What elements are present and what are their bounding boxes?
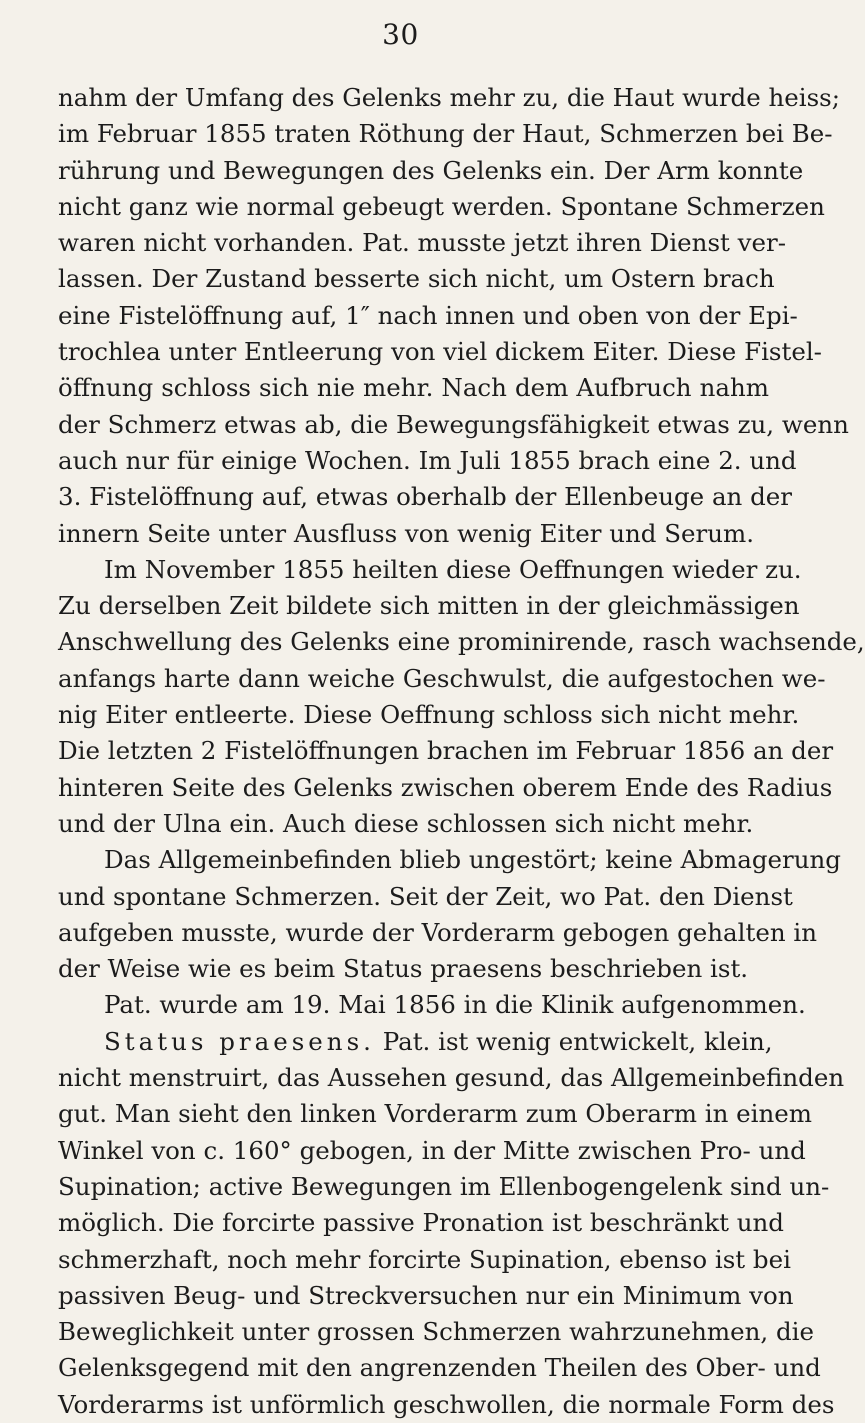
body-text [58,80,865,1423]
text-line: nahm der Umfang des Gelenks mehr zu, die Haut wurde heiss; [58,83,841,112]
text-line: und der Ulna ein. Auch diese schlossen sich nicht mehr. [58,808,754,838]
text-line: Anschwellung des Gelenks eine prominirende, rasch wachsende, [58,627,865,657]
text-line: im Februar 1855 traten Röthung der Haut, Schmerzen bei Be- [58,119,833,149]
text-line: nig Eiter entleerte. Diese Oeffnung schloss sich nicht mehr. [58,700,800,730]
text-line: waren nicht vorhanden. Pat. musste jetzt ihren Dienst ver- [58,228,786,258]
text-line: aufgeben musste, wurde der Vorderarm gebogen gehalten in [58,917,818,947]
text-line: hinteren Seite des Gelenks zwischen oberem Ende des Radius [58,772,833,802]
text-line: möglich. Die forcirte passive Pronation ist beschränkt und [58,1208,784,1238]
text-line: Die letzten 2 Fistelöffnungen brachen im Februar 1856 an der [58,736,834,766]
text-line: der Weise wie es beim Status praesens beschrieben ist. [58,954,749,984]
text-line: und spontane Schmerzen. Seit der Zeit, wo Pat. den Dienst [58,881,793,911]
text-line: passiven Beug- und Streckversuchen nur ein Minimum von [58,1280,794,1310]
text-line: auch nur für einige Wochen. Im Juli 1855 brach eine 2. und [58,445,797,475]
text-line: lassen. Der Zustand besserte sich nicht, um Ostern brach [58,264,775,294]
text-line: 3. Fistelöffnung auf, etwas oberhalb der Ellenbeuge an der [58,482,793,512]
text-line: trochlea unter Entleerung von viel dickem Eiter. Diese Fistel- [58,337,822,367]
text-line: Zu derselben Zeit bildete sich mitten in der gleichmässigen [58,591,800,621]
paragraph-start-line: Im November 1855 heilten diese Oeffnungen wieder zu. [104,554,802,584]
section-heading-status-praesens: Status praesens. [104,1026,375,1056]
text-line: eine Fistelöffnung auf, 1″ nach innen und oben von der Epi- [58,300,798,330]
text-fragment: Pat. ist wenig entwickelt, klein, [374,1026,773,1056]
text-line: Beweglichkeit unter grossen Schmerzen wahrzunehmen, die [58,1317,815,1347]
text-line: öffnung schloss sich nie mehr. Nach dem Aufbruch nahm [58,373,769,403]
text-line: nicht ganz wie normal gebeugt werden. Spontane Schmerzen [58,191,825,221]
text-line: rührung und Bewegungen des Gelenks ein. Der Arm konnte [58,155,804,185]
paragraph-start-line: Das Allgemeinbefinden blieb ungestört; keine Abmagerung [104,845,841,875]
text-line: Gelenksgegend mit den angrenzenden Theilen des Ober- und [58,1353,821,1383]
text-line: nicht menstruirt, das Aussehen gesund, das Allgemeinbefinden [58,1063,845,1093]
status-praesens-line [58,1024,773,1060]
paragraph-start-line: Pat. wurde am 19. Mai 1856 in die Klinik aufgenommen. [104,990,806,1020]
text-line: innern Seite unter Ausfluss von wenig Eiter und Serum. [58,518,755,548]
text-line: schmerzhaft, noch mehr forcirte Supination, ebenso ist bei [58,1244,791,1274]
page-number: 30 [382,18,419,51]
text-line: Supination; active Bewegungen im Ellenbogengelenk sind un- [58,1171,830,1201]
text-line: gut. Man sieht den linken Vorderarm zum Oberarm in einem [58,1099,812,1129]
text-line: der Schmerz etwas ab, die Bewegungsfähigkeit etwas zu, wenn [58,409,849,439]
text-line: Vorderarms ist unförmlich geschwollen, die normale Form des [58,1389,835,1419]
text-line: Winkel von c. 160° gebogen, in der Mitte zwischen Pro- und [58,1135,806,1165]
text-line: anfangs harte dann weiche Geschwulst, die aufgestochen we- [58,663,826,693]
